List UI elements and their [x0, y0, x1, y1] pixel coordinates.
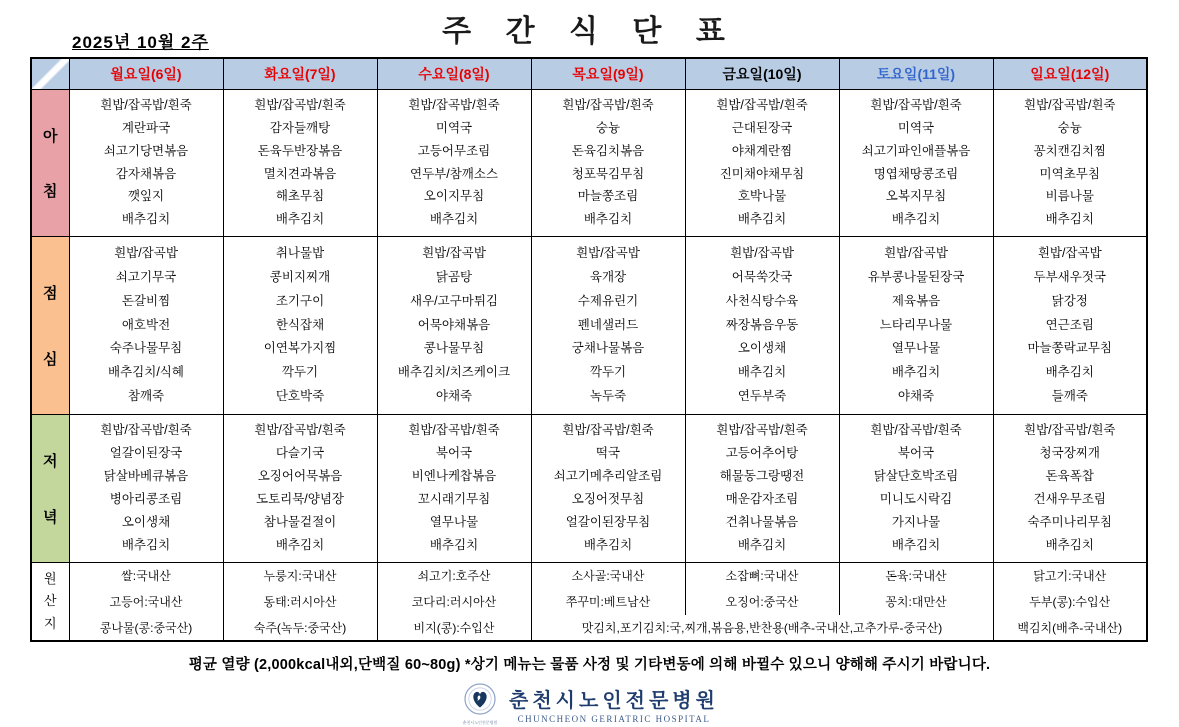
page-title: 주 간 식 단 표 [442, 14, 737, 49]
meal-cell-breakfast-day7 [993, 90, 1147, 237]
menu-item: 해물동그랑땡전 [719, 469, 805, 484]
menu-item: 흰밥/잡곡밥/흰죽 [870, 98, 962, 113]
menu-item: 한식잡채 [275, 317, 325, 332]
menu-item: 도토리묵/양념장 [256, 492, 344, 507]
menu-item: 고등어추어탕 [725, 446, 799, 461]
menu-item: 근대된장국 [731, 120, 793, 135]
meal-cell-dinner-day1 [69, 415, 223, 563]
row-label-lunch: 점 심 [31, 237, 69, 415]
emblem-caption: 춘천시노인전문병원 [462, 719, 498, 725]
origin-cell: 오징어:중국산 [685, 589, 839, 615]
hospital-emblem-icon [460, 681, 500, 727]
menu-item: 닭곰탕 [435, 269, 473, 284]
corner-cell [31, 58, 69, 90]
menu-item: 흰밥/잡곡밥/흰죽 [1024, 98, 1116, 113]
meal-cell-lunch-day7 [993, 237, 1147, 415]
footer-note: 평균 열량 (2,000kcal내외,단백질 60~80g) *상기 메뉴는 물품 사정 및 기타변동에 의해 바뀔수 있으니 양해해 주시기 바랍니다. [188, 656, 991, 673]
menu-item: 매운감자조림 [725, 492, 799, 507]
menu-item: 쇠고기메추리알조림 [553, 469, 663, 484]
hospital-name: 춘천시노인전문병원 [509, 689, 719, 712]
meal-cell-breakfast-day4 [531, 90, 685, 237]
menu-item: 미역초무침 [1039, 166, 1100, 181]
hospital-name-en: CHUNCHEON GERIATRIC HOSPITAL [517, 713, 711, 724]
menu-item: 건새우무조림 [1033, 492, 1106, 507]
day-header-row [31, 58, 1147, 90]
menu-item: 감자들깨탕 [269, 120, 331, 135]
menu-item: 흰밥/잡곡밥 [576, 246, 640, 261]
menu-item: 숭늉 [1057, 120, 1082, 135]
meal-cell-dinner-day6 [839, 415, 993, 563]
menu-item: 비엔나케찹볶음 [411, 469, 497, 484]
meal-cell-dinner-day7 [993, 415, 1147, 563]
row-label-origin: 원 산 지 [31, 563, 69, 641]
menu-item: 미역국 [435, 120, 473, 135]
menu-item: 배추김치 [583, 212, 633, 227]
menu-item: 새우/고구마튀김 [410, 293, 498, 308]
menu-item: 흰밥/잡곡밥/흰죽 [100, 98, 192, 113]
menu-item: 배추김치 [1045, 212, 1094, 227]
menu-item: 흰밥/잡곡밥/흰죽 [408, 423, 500, 438]
menu-item: 숙주나물무침 [109, 341, 183, 356]
menu-item: 다슬기국 [275, 446, 325, 461]
menu-item: 열무나물 [429, 515, 479, 530]
meal-cell-dinner-day4 [531, 415, 685, 563]
menu-item: 오이생채 [121, 515, 171, 530]
menu-item: 어묵쑥갓국 [731, 269, 793, 284]
meal-cell-dinner-day5 [685, 415, 839, 563]
menu-item: 닭살바베큐볶음 [103, 469, 189, 484]
origin-cell: 숙주(녹두:중국산) [223, 615, 377, 641]
origin-cell: 닭고기:국내산 [993, 563, 1147, 589]
menu-item: 배추김치 [121, 537, 171, 552]
menu-item: 배추김치 [1045, 365, 1094, 380]
day-header-4: 목요일(9일) [531, 58, 685, 90]
origin-kimchi-note: 맛김치,포기김치:국,찌개,볶음용,반찬용(배추-국내산,고추가루-중국산) [531, 615, 993, 641]
menu-item: 조기구이 [275, 293, 325, 308]
menu-item: 배추김치 [737, 212, 787, 227]
menu-item: 수제유린기 [577, 293, 639, 308]
menu-item: 오징어젓무침 [571, 492, 645, 507]
menu-item: 흰밥/잡곡밥 [1037, 246, 1102, 261]
menu-item: 배추김치 [1045, 537, 1094, 552]
menu-item: 이연복가지찜 [263, 341, 337, 356]
weekly-menu-table [30, 57, 1148, 642]
meal-cell-dinner-day3 [377, 415, 531, 563]
menu-item: 오이생채 [737, 341, 787, 356]
menu-item: 해초무침 [275, 189, 325, 204]
menu-item: 호박나물 [737, 189, 787, 204]
menu-item: 연근조림 [1045, 317, 1094, 332]
menu-item: 연두부죽 [737, 389, 787, 404]
menu-item: 단호박죽 [275, 389, 325, 404]
day-header-2: 화요일(7일) [223, 58, 377, 90]
day-header-7: 일요일(12일) [993, 58, 1147, 90]
menu-item: 돈육김치볶음 [571, 143, 645, 158]
menu-body [31, 90, 1147, 641]
origin-cell: 쇠고기:호주산 [377, 563, 531, 589]
menu-item: 배추김치/식혜 [108, 365, 184, 380]
menu-item: 흰밥/잡곡밥/흰죽 [408, 98, 500, 113]
menu-item: 들깨죽 [1051, 389, 1088, 404]
menu-item: 배추김치 [737, 365, 787, 380]
menu-item: 흰밥/잡곡밥/흰죽 [254, 423, 346, 438]
menu-item: 육개장 [589, 269, 627, 284]
menu-item: 깻잎지 [127, 189, 165, 204]
meal-cell-dinner-day2 [223, 415, 377, 563]
origin-cell: 백김치(배추-국내산) [993, 615, 1147, 641]
menu-item: 취나물밥 [275, 246, 325, 261]
menu-item: 닭살단호박조림 [873, 469, 959, 484]
menu-item: 흰밥/잡곡밥/흰죽 [1024, 423, 1116, 438]
menu-item: 쇠고기당면볶음 [103, 143, 189, 158]
menu-item: 녹두죽 [589, 389, 627, 404]
menu-item: 배추김치 [891, 212, 941, 227]
menu-item: 어묵야채볶음 [417, 317, 491, 332]
menu-item: 계란파국 [121, 120, 171, 135]
menu-item: 비름나물 [1045, 189, 1094, 204]
menu-item: 배추김치 [275, 537, 325, 552]
meal-cell-breakfast-day3 [377, 90, 531, 237]
menu-item: 배추김치 [429, 537, 479, 552]
hospital-logo [0, 681, 1179, 727]
menu-item: 흰밥/잡곡밥/흰죽 [254, 98, 346, 113]
meal-cell-breakfast-day1 [69, 90, 223, 237]
menu-item: 흰밥/잡곡밥/흰죽 [562, 423, 654, 438]
menu-item: 느타리무나물 [879, 317, 953, 332]
menu-item: 진미채야채무침 [719, 166, 805, 181]
menu-item: 숭늉 [595, 120, 621, 135]
menu-item: 가지나물 [891, 515, 941, 530]
meal-cell-breakfast-day6 [839, 90, 993, 237]
menu-item: 배추김치 [737, 537, 787, 552]
origin-cell: 고등어:국내산 [69, 589, 223, 615]
menu-item: 깍두기 [281, 365, 319, 380]
menu-item: 병아리콩조림 [109, 492, 183, 507]
menu-item: 참나물겉절이 [263, 515, 337, 530]
origin-cell: 돈육:국내산 [839, 563, 993, 589]
origin-cell: 코다리:러시아산 [377, 589, 531, 615]
menu-item: 북어국 [897, 446, 935, 461]
meal-cell-lunch-day1 [69, 237, 223, 415]
menu-item: 청포묵김무침 [571, 166, 645, 181]
menu-item: 흰밥/잡곡밥/흰죽 [716, 423, 808, 438]
menu-item: 유부콩나물된장국 [867, 269, 965, 284]
origin-cell: 소사골:국내산 [531, 563, 685, 589]
menu-item: 돈육폭찹 [1045, 469, 1094, 484]
hospital-name-block [509, 684, 719, 724]
meal-cell-breakfast-day2 [223, 90, 377, 237]
menu-item: 청국장찌개 [1039, 446, 1100, 461]
menu-item: 건취나물볶음 [725, 515, 799, 530]
menu-item: 배추김치 [275, 212, 325, 227]
menu-item: 마늘쫑조림 [577, 189, 639, 204]
origin-cell: 꽁치:대만산 [839, 589, 993, 615]
meal-cell-lunch-day6 [839, 237, 993, 415]
menu-item: 얼갈이된장무침 [565, 515, 651, 530]
menu-item: 배추김치 [121, 212, 171, 227]
menu-item: 북어국 [435, 446, 473, 461]
menu-item: 감자채볶음 [115, 166, 177, 181]
menu-item: 제육볶음 [891, 293, 941, 308]
meal-cell-lunch-day4 [531, 237, 685, 415]
menu-item: 배추김치 [429, 212, 479, 227]
menu-item: 오이지무침 [423, 189, 485, 204]
origin-cell: 소잡뼈:국내산 [685, 563, 839, 589]
menu-item: 펜네샐러드 [577, 317, 639, 332]
menu-item: 흰밥/잡곡밥/흰죽 [100, 423, 192, 438]
menu-item: 짜장볶음우동 [725, 317, 799, 332]
menu-item: 흰밥/잡곡밥 [884, 246, 948, 261]
week-label: 2025년 10월 2주 [72, 33, 209, 52]
row-label-dinner: 저 녁 [31, 415, 69, 563]
menu-item: 야채죽 [435, 389, 473, 404]
row-label-breakfast: 아 침 [31, 90, 69, 237]
day-header-6: 토요일(11일) [839, 58, 993, 90]
day-header-3: 수요일(8일) [377, 58, 531, 90]
menu-item: 궁채나물볶음 [571, 341, 645, 356]
day-header-5: 금요일(10일) [685, 58, 839, 90]
day-header-1: 월요일(6일) [69, 58, 223, 90]
menu-item: 돈갈비찜 [121, 293, 171, 308]
origin-cell: 쭈꾸미:베트남산 [531, 589, 685, 615]
menu-item: 명엽채땅콩조림 [873, 166, 959, 181]
meal-cell-lunch-day3 [377, 237, 531, 415]
menu-item: 배추김치 [583, 537, 633, 552]
menu-item: 애호박전 [121, 317, 171, 332]
menu-item: 흰밥/잡곡밥/흰죽 [716, 98, 808, 113]
menu-item: 흰밥/잡곡밥/흰죽 [562, 98, 654, 113]
menu-item: 연두부/참깨소스 [410, 166, 498, 181]
origin-cell: 누룽지:국내산 [223, 563, 377, 589]
menu-item: 배추김치/치즈케이크 [397, 365, 511, 380]
origin-cell: 쌀:국내산 [69, 563, 223, 589]
menu-item: 배추김치 [891, 365, 941, 380]
menu-item: 돈육두반장볶음 [257, 143, 343, 158]
menu-item: 콩비지찌개 [269, 269, 331, 284]
menu-item: 야채계란찜 [731, 143, 793, 158]
meal-cell-lunch-day2 [223, 237, 377, 415]
menu-item: 흰밥/잡곡밥/흰죽 [870, 423, 962, 438]
menu-item: 야채죽 [897, 389, 935, 404]
menu-item: 참깨죽 [127, 389, 165, 404]
menu-item: 사천식탕수육 [725, 293, 799, 308]
menu-item: 쇠고기파인애플볶음 [861, 143, 971, 158]
menu-item: 미니도시락김 [879, 492, 953, 507]
origin-cell: 비지(콩):수입산 [377, 615, 531, 641]
menu-item: 흰밥/잡곡밥 [114, 246, 178, 261]
menu-item: 떡국 [595, 446, 621, 461]
menu-item: 고등어무조림 [417, 143, 491, 158]
menu-item: 숙주미나리무침 [1027, 515, 1113, 530]
menu-item: 꼬시래기무침 [417, 492, 491, 507]
menu-item: 깍두기 [589, 365, 627, 380]
menu-item: 쇠고기무국 [115, 269, 177, 284]
menu-item: 열무나물 [891, 341, 941, 356]
origin-cell: 콩나물(콩:중국산) [69, 615, 223, 641]
menu-item: 오복지무침 [885, 189, 947, 204]
menu-item: 마늘쫑락교무침 [1027, 341, 1113, 356]
menu-item: 미역국 [897, 120, 935, 135]
menu-item: 얼갈이된장국 [109, 446, 183, 461]
menu-item: 두부새우젓국 [1033, 269, 1106, 284]
menu-item: 꽁치캔김치찜 [1033, 143, 1106, 158]
menu-item: 콩나물무침 [423, 341, 485, 356]
menu-item: 배추김치 [891, 537, 941, 552]
page-header [0, 0, 1179, 57]
menu-item: 닭강정 [1051, 293, 1088, 308]
menu-item: 흰밥/잡곡밥 [422, 246, 486, 261]
menu-item: 멸치견과볶음 [263, 166, 337, 181]
origin-cell: 동태:러시아산 [223, 589, 377, 615]
origin-cell: 두부(콩):수입산 [993, 589, 1147, 615]
meal-cell-lunch-day5 [685, 237, 839, 415]
menu-item: 오징어어묵볶음 [257, 469, 343, 484]
meal-cell-breakfast-day5 [685, 90, 839, 237]
menu-item: 흰밥/잡곡밥 [730, 246, 794, 261]
